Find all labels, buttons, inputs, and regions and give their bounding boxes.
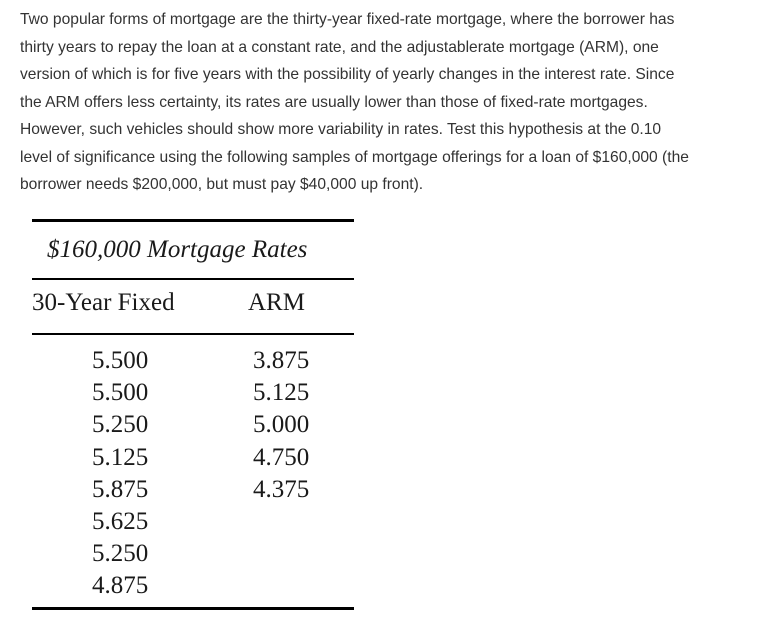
table-bottom-rule — [32, 607, 354, 610]
fixed-rate-cell: 5.500 — [92, 379, 149, 407]
problem-line: However, such vehicles should show more variability in rates. Test this hypothesis at the 0.10 — [20, 121, 662, 138]
fixed-rate-cell: 5.500 — [92, 347, 149, 374]
column-header-fixed: 30-Year Fixed — [32, 289, 175, 316]
arm-rate-cell: 5.000 — [253, 411, 310, 439]
arm-rate-cell: 4.750 — [253, 443, 310, 471]
problem-line: thirty years to repay the loan at a constant rate, and the adjustablerate mortgage (ARM), one — [20, 38, 659, 56]
fixed-rate-cell: 5.125 — [92, 443, 149, 471]
problem-line: level of significance using the following samples of mortgage offerings for a loan of $160,000 (the — [20, 148, 689, 166]
problem-line: borrower needs $200,000, but must pay $40,000 up front). — [20, 176, 424, 193]
header-divider — [32, 333, 354, 335]
problem-line: Two popular forms of mortgage are the thirty-year fixed-rate mortgage, where the borrower has — [20, 11, 675, 28]
arm-rate-cell: 5.125 — [253, 379, 310, 407]
fixed-rate-cell: 5.250 — [92, 540, 149, 568]
fixed-rate-column — [92, 345, 148, 603]
problem-line: the ARM offers less certainty, its rates are usually lower than those of fixed-rate mortgages. — [20, 93, 648, 111]
column-header-arm: ARM — [248, 289, 305, 316]
arm-rate-cell: 4.375 — [253, 475, 310, 503]
table-title: $160,000 Mortgage Rates — [47, 236, 308, 263]
arm-rate-cell: 3.875 — [253, 347, 310, 374]
fixed-rate-cell: 4.875 — [92, 572, 149, 600]
problem-statement — [20, 6, 780, 199]
fixed-rate-cell: 5.625 — [92, 508, 149, 536]
problem-line: version of which is for five years with the possibility of yearly changes in the interest rate. Since — [20, 66, 675, 83]
title-divider — [32, 278, 354, 280]
fixed-rate-cell: 5.250 — [92, 411, 149, 439]
fixed-rate-cell: 5.875 — [92, 475, 149, 503]
arm-rate-column — [253, 345, 309, 506]
table-top-rule — [32, 219, 354, 222]
